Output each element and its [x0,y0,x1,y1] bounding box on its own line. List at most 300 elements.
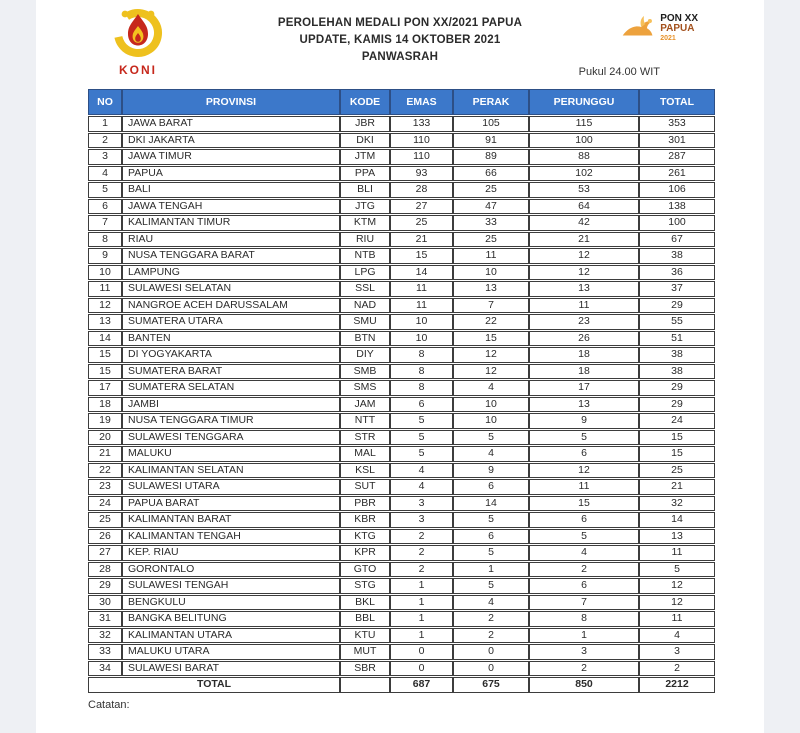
cell-kode: BTN [340,331,390,347]
cell-kode: JBR [340,116,390,132]
cell-perak: 5 [453,545,529,561]
cell-total: 14 [639,512,715,528]
cell-perunggu: 6 [529,446,639,462]
cell-perunggu: 13 [529,281,639,297]
cell-kode: NAD [340,298,390,314]
cell-provinsi: PAPUA [122,166,340,182]
cell-perunggu: 64 [529,199,639,215]
cell-emas: 14 [390,265,453,281]
table-row [88,661,715,677]
cell-perak: 4 [453,595,529,611]
column-header-no: NO [88,89,122,115]
cell-provinsi: JAWA TENGAH [122,199,340,215]
cell-kode: JTM [340,149,390,165]
cell-total: 106 [639,182,715,198]
cell-emas: 3 [390,512,453,528]
cell-no: 32 [88,628,122,644]
cell-perunggu: 9 [529,413,639,429]
cell-emas: 28 [390,182,453,198]
table-row [88,430,715,446]
cell-emas: 5 [390,446,453,462]
table-row [88,397,715,413]
cell-emas: 3 [390,496,453,512]
cell-perunggu: 7 [529,595,639,611]
column-header-provinsi: PROVINSI [122,89,340,115]
table-row [88,314,715,330]
cell-no: 25 [88,512,122,528]
cell-kode: SMB [340,364,390,380]
table-row [88,265,715,281]
cell-kode: JTG [340,199,390,215]
cell-emas: 5 [390,413,453,429]
cell-perunggu: 18 [529,347,639,363]
medal-table-wrap [88,88,715,694]
cell-perak: 6 [453,479,529,495]
cell-total: 67 [639,232,715,248]
cell-emas: 25 [390,215,453,231]
time-note: Pukul 24.00 WIT [578,66,660,78]
cell-kode: NTT [340,413,390,429]
cell-emas: 11 [390,298,453,314]
cell-perunggu: 2 [529,562,639,578]
cell-kode: BBL [340,611,390,627]
cell-perak: 33 [453,215,529,231]
table-row [88,512,715,528]
cell-perak: 105 [453,116,529,132]
cell-no: 9 [88,248,122,264]
cell-kode: KPR [340,545,390,561]
cell-total: 3 [639,644,715,660]
cell-emas: 133 [390,116,453,132]
cell-total: 24 [639,413,715,429]
cell-total: 11 [639,611,715,627]
cell-emas: 6 [390,397,453,413]
cell-perunggu: 11 [529,479,639,495]
cell-provinsi: BALI [122,182,340,198]
column-header-emas: EMAS [390,89,453,115]
cell-no: 34 [88,661,122,677]
cell-perak: 66 [453,166,529,182]
cell-total: 51 [639,331,715,347]
cell-perunggu: 115 [529,116,639,132]
cell-provinsi: KALIMANTAN TENGAH [122,529,340,545]
cell-kode: STR [340,430,390,446]
cell-emas: 5 [390,430,453,446]
cell-total: 36 [639,265,715,281]
cell-perunggu: 100 [529,133,639,149]
cell-perunggu: 8 [529,611,639,627]
cell-emas: 1 [390,595,453,611]
cell-total: 29 [639,380,715,396]
footer-note: Catatan: [88,698,130,711]
cell-perak: 10 [453,265,529,281]
column-header-perunggu: PERUNGGU [529,89,639,115]
cell-provinsi: RIAU [122,232,340,248]
cell-total: 2 [639,661,715,677]
cell-total: 12 [639,595,715,611]
cell-perunggu: 21 [529,232,639,248]
table-row [88,232,715,248]
cell-emas: 27 [390,199,453,215]
cell-provinsi: SULAWESI BARAT [122,661,340,677]
cell-perak: 10 [453,413,529,429]
cell-perak: 5 [453,578,529,594]
cell-emas: 15 [390,248,453,264]
cell-no: 24 [88,496,122,512]
table-row [88,413,715,429]
cell-no: 23 [88,479,122,495]
cell-total: 287 [639,149,715,165]
cell-no: 3 [88,149,122,165]
cell-provinsi: JAMBI [122,397,340,413]
cell-provinsi: KALIMANTAN UTARA [122,628,340,644]
cell-perak: 25 [453,232,529,248]
cell-perak: 11 [453,248,529,264]
cell-provinsi: DKI JAKARTA [122,133,340,149]
cell-perak: 10 [453,397,529,413]
cell-emas: 2 [390,529,453,545]
cell-perak: 0 [453,644,529,660]
cell-no: 17 [88,380,122,396]
pon-logo-line3: 2021 [660,35,676,42]
title-line-2: UPDATE, KAMIS 14 OKTOBER 2021 [299,34,501,46]
cell-emas: 1 [390,578,453,594]
cell-no: 8 [88,232,122,248]
cell-total: 15 [639,446,715,462]
cell-emas: 110 [390,149,453,165]
cell-perak: 25 [453,182,529,198]
cell-perak: 13 [453,281,529,297]
cell-no: 29 [88,578,122,594]
cell-perak: 15 [453,331,529,347]
cell-provinsi: KALIMANTAN BARAT [122,512,340,528]
cell-total: 100 [639,215,715,231]
cell-perunggu: 23 [529,314,639,330]
cell-kode: SUT [340,479,390,495]
cell-perak: 5 [453,512,529,528]
cell-kode: NTB [340,248,390,264]
cell-perak: 4 [453,446,529,462]
cell-provinsi: SULAWESI UTARA [122,479,340,495]
title-line-1: PEROLEHAN MEDALI PON XX/2021 PAPUA [277,17,523,29]
cell-provinsi: NUSA TENGGARA TIMUR [122,413,340,429]
cell-no: 14 [88,331,122,347]
cell-emas: 10 [390,331,453,347]
cell-kode: SMS [340,380,390,396]
table-row [88,644,715,660]
table-row [88,149,715,165]
table-row [88,133,715,149]
cell-emas: 21 [390,232,453,248]
cell-provinsi: SUMATERA BARAT [122,364,340,380]
cell-no: 12 [88,298,122,314]
cell-total: 32 [639,496,715,512]
column-header-kode: KODE [340,89,390,115]
cell-no: 31 [88,611,122,627]
cell-kode: RIU [340,232,390,248]
table-row [88,529,715,545]
cell-perunggu: 3 [529,644,639,660]
table-row [88,578,715,594]
cell-perunggu: 17 [529,380,639,396]
cell-kode: KTG [340,529,390,545]
koni-logo-label: KONI [119,63,157,77]
cell-provinsi: KALIMANTAN SELATAN [122,463,340,479]
cell-provinsi: DI YOGYAKARTA [122,347,340,363]
total-kode-empty [340,677,390,693]
table-row [88,298,715,314]
cell-emas: 0 [390,661,453,677]
cell-emas: 1 [390,628,453,644]
table-row [88,281,715,297]
cell-perunggu: 88 [529,149,639,165]
cell-emas: 11 [390,281,453,297]
cell-no: 1 [88,116,122,132]
cell-perak: 14 [453,496,529,512]
cell-no: 13 [88,314,122,330]
cell-perak: 12 [453,347,529,363]
cell-kode: PPA [340,166,390,182]
cell-total: 13 [639,529,715,545]
cell-total: 5 [639,562,715,578]
medal-table [88,88,715,694]
cell-kode: BKL [340,595,390,611]
cell-no: 30 [88,595,122,611]
document [36,0,764,733]
table-row [88,595,715,611]
cell-total: 301 [639,133,715,149]
cell-perunggu: 53 [529,182,639,198]
cell-kode: KBR [340,512,390,528]
cell-provinsi: SULAWESI SELATAN [122,281,340,297]
cell-no: 22 [88,463,122,479]
table-row [88,364,715,380]
table-row [88,331,715,347]
cell-perak: 22 [453,314,529,330]
pon-logo-line2: PAPUA [660,23,695,34]
table-row [88,446,715,462]
cell-emas: 110 [390,133,453,149]
table-row [88,545,715,561]
bird-icon [621,14,655,40]
pon-xx-logo [621,14,698,44]
cell-emas: 2 [390,562,453,578]
cell-emas: 93 [390,166,453,182]
total-perak: 675 [453,677,529,693]
cell-provinsi: NANGROE ACEH DARUSSALAM [122,298,340,314]
cell-perak: 91 [453,133,529,149]
title-line-3: PANWASRAH [361,51,439,63]
table-row [88,611,715,627]
cell-total: 55 [639,314,715,330]
cell-kode: GTO [340,562,390,578]
cell-no: 15 [88,364,122,380]
table-row [88,182,715,198]
total-emas: 687 [390,677,453,693]
pon-logo-text [660,14,698,44]
cell-total: 29 [639,298,715,314]
cell-provinsi: JAWA TIMUR [122,149,340,165]
cell-no: 20 [88,430,122,446]
cell-provinsi: BENGKULU [122,595,340,611]
cell-no: 27 [88,545,122,561]
cell-total: 12 [639,578,715,594]
cell-no: 10 [88,265,122,281]
cell-provinsi: MALUKU [122,446,340,462]
cell-provinsi: SUMATERA SELATAN [122,380,340,396]
cell-perak: 2 [453,628,529,644]
cell-no: 6 [88,199,122,215]
cell-kode: STG [340,578,390,594]
cell-no: 18 [88,397,122,413]
cell-kode: SMU [340,314,390,330]
cell-kode: DKI [340,133,390,149]
table-row [88,380,715,396]
cell-total: 38 [639,364,715,380]
cell-total: 38 [639,248,715,264]
cell-no: 15 [88,347,122,363]
cell-no: 2 [88,133,122,149]
cell-perunggu: 1 [529,628,639,644]
cell-provinsi: NUSA TENGGARA BARAT [122,248,340,264]
cell-provinsi: PAPUA BARAT [122,496,340,512]
table-total-row [88,677,715,693]
cell-perak: 9 [453,463,529,479]
table-row [88,562,715,578]
cell-provinsi: KEP. RIAU [122,545,340,561]
table-row [88,215,715,231]
cell-perak: 7 [453,298,529,314]
cell-provinsi: BANTEN [122,331,340,347]
cell-total: 37 [639,281,715,297]
cell-kode: KSL [340,463,390,479]
total-label: TOTAL [88,677,340,693]
cell-perunggu: 18 [529,364,639,380]
cell-provinsi: LAMPUNG [122,265,340,281]
cell-emas: 8 [390,380,453,396]
total-perunggu: 850 [529,677,639,693]
total-total: 2212 [639,677,715,693]
cell-total: 261 [639,166,715,182]
cell-total: 4 [639,628,715,644]
pon-logo-line1: PON XX [660,13,698,24]
cell-emas: 8 [390,347,453,363]
cell-perunggu: 26 [529,331,639,347]
cell-no: 11 [88,281,122,297]
cell-perak: 5 [453,430,529,446]
cell-perunggu: 42 [529,215,639,231]
cell-perunggu: 11 [529,298,639,314]
cell-perak: 6 [453,529,529,545]
table-header-row [88,89,715,115]
cell-perunggu: 12 [529,463,639,479]
cell-emas: 4 [390,463,453,479]
cell-emas: 2 [390,545,453,561]
cell-provinsi: KALIMANTAN TIMUR [122,215,340,231]
cell-perak: 0 [453,661,529,677]
cell-kode: PBR [340,496,390,512]
page-margin-right [764,0,800,733]
cell-total: 21 [639,479,715,495]
table-row [88,199,715,215]
cell-perunggu: 5 [529,529,639,545]
table-row [88,463,715,479]
page-margin-left [0,0,36,733]
cell-perunggu: 12 [529,248,639,264]
cell-total: 15 [639,430,715,446]
cell-total: 38 [639,347,715,363]
column-header-perak: PERAK [453,89,529,115]
cell-no: 19 [88,413,122,429]
table-body [88,116,715,693]
cell-kode: JAM [340,397,390,413]
cell-provinsi: GORONTALO [122,562,340,578]
cell-kode: KTM [340,215,390,231]
cell-perunggu: 102 [529,166,639,182]
cell-perak: 2 [453,611,529,627]
cell-kode: SBR [340,661,390,677]
table-row [88,166,715,182]
cell-perunggu: 5 [529,430,639,446]
cell-perunggu: 12 [529,265,639,281]
cell-total: 25 [639,463,715,479]
cell-perunggu: 15 [529,496,639,512]
table-row [88,496,715,512]
table-row [88,628,715,644]
cell-total: 11 [639,545,715,561]
cell-kode: MAL [340,446,390,462]
document-header [36,0,764,88]
cell-provinsi: JAWA BARAT [122,116,340,132]
cell-perak: 47 [453,199,529,215]
cell-kode: LPG [340,265,390,281]
cell-no: 33 [88,644,122,660]
cell-kode: SSL [340,281,390,297]
cell-perak: 4 [453,380,529,396]
cell-no: 28 [88,562,122,578]
cell-total: 29 [639,397,715,413]
cell-perak: 89 [453,149,529,165]
cell-perak: 1 [453,562,529,578]
cell-no: 5 [88,182,122,198]
cell-emas: 10 [390,314,453,330]
table-row [88,347,715,363]
cell-no: 26 [88,529,122,545]
cell-perunggu: 13 [529,397,639,413]
cell-provinsi: SUMATERA UTARA [122,314,340,330]
cell-emas: 8 [390,364,453,380]
cell-kode: KTU [340,628,390,644]
table-row [88,479,715,495]
cell-kode: MUT [340,644,390,660]
table-row [88,248,715,264]
cell-perunggu: 2 [529,661,639,677]
cell-kode: BLI [340,182,390,198]
cell-no: 4 [88,166,122,182]
cell-perunggu: 4 [529,545,639,561]
cell-total: 353 [639,116,715,132]
cell-provinsi: BANGKA BELITUNG [122,611,340,627]
cell-kode: DIY [340,347,390,363]
cell-provinsi: SULAWESI TENGGARA [122,430,340,446]
cell-perak: 12 [453,364,529,380]
cell-perunggu: 6 [529,578,639,594]
table-row [88,116,715,132]
cell-no: 7 [88,215,122,231]
cell-emas: 4 [390,479,453,495]
cell-provinsi: MALUKU UTARA [122,644,340,660]
column-header-total: TOTAL [639,89,715,115]
